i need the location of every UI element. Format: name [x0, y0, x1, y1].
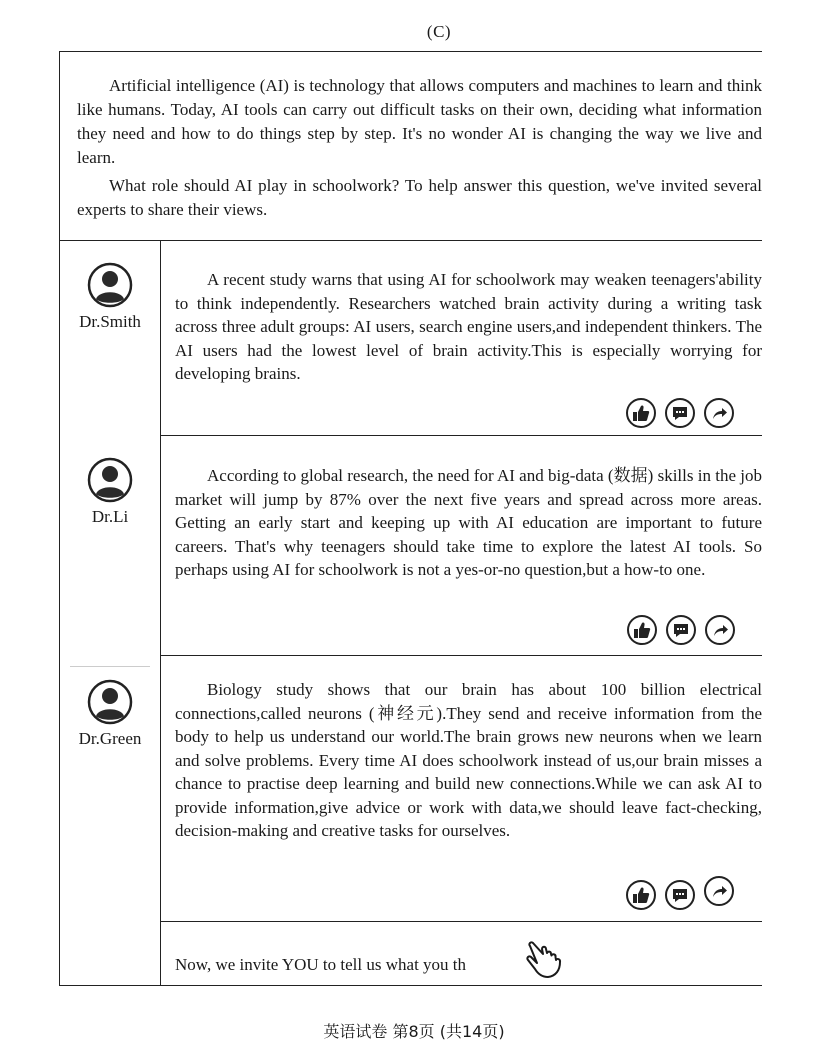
action-bar: [627, 615, 735, 645]
share-button[interactable]: [704, 876, 734, 906]
like-button[interactable]: [626, 398, 656, 428]
expert-comment: According to global research, the need for AI and big-data (数据) skills in the job market will jump by 87% over the next five years and spread across more areas. Getting an early start and keeping up with AI education are important to future careers. That's why teenagers should take time to explore the latest AI tools. So perhaps using AI for schoolwork is not a yes-or-no question,but a how-to one.: [175, 466, 762, 579]
expert-column: [59, 240, 161, 986]
intro-paragraph-1: Artificial intelligence (AI) is technology that allows computers and machines to learn and think like humans. Today, AI tools can carry out difficult tasks on their own, deciding what information they need and how to do things step by step. It's no wonder AI is changing the way we live and learn.: [77, 76, 762, 167]
invite-text: Now, we invite YOU to tell us what you th: [175, 955, 467, 974]
comment-button[interactable]: [665, 398, 695, 428]
intro-text: [77, 74, 762, 226]
expert-green: [60, 679, 160, 749]
expert-comment: Biology study shows that our brain has about 100 billion electrical connections,called neurons (神经元).They send and receive information from the body to help us understand our world.The brain grows new neurons when we learn and solve problems. Every time AI does schoolwork instead of us,our brain misses a chance to practise deep learning and build new connections.While we can ask AI to provide information,give advice or work with data,we should leave fact-checking, decision-making and creative tasks for ourselves.: [175, 680, 762, 840]
expert-name: Dr.Smith: [79, 312, 141, 331]
thumbs-up-icon: [633, 621, 651, 639]
user-avatar-icon: [87, 262, 133, 308]
share-button[interactable]: [704, 398, 734, 428]
table-bottom-border: [59, 985, 762, 986]
thumbs-up-icon: [632, 886, 650, 904]
expert-comment: A recent study warns that using AI for schoolwork may weaken teenagers'ability to think independently. Researchers watched brain activity during a writing task across three adult groups: AI users, search engine users,and independent thinkers. The AI users had the lowest level of brain activity.This is especially worrying for developing brains.: [175, 270, 762, 383]
thumbs-up-icon: [632, 404, 650, 422]
pointing-hand-icon[interactable]: [524, 940, 566, 980]
expert-name: Dr.Green: [78, 729, 142, 748]
comment-button[interactable]: [665, 880, 695, 910]
share-icon: [710, 404, 728, 422]
action-bar: [626, 880, 734, 910]
row-divider: [161, 921, 762, 922]
action-bar: [626, 398, 734, 428]
comment-button[interactable]: [666, 615, 696, 645]
intro-paragraph-2: What role should AI play in schoolwork? To help answer this question, we've invited several experts to share their views.: [77, 176, 762, 219]
row-divider: [161, 435, 762, 436]
comment-icon: [672, 621, 690, 639]
expert-name: Dr.Li: [91, 507, 129, 526]
expert-li: [60, 457, 160, 527]
comment-icon: [671, 886, 689, 904]
like-button[interactable]: [626, 880, 656, 910]
row-divider: [161, 655, 762, 656]
section-label: (C): [426, 22, 452, 41]
share-icon: [711, 621, 729, 639]
comment-icon: [671, 404, 689, 422]
share-button[interactable]: [705, 615, 735, 645]
user-avatar-icon: [87, 457, 133, 503]
share-icon: [710, 882, 728, 900]
user-avatar-icon: [87, 679, 133, 725]
faint-divider: [70, 666, 150, 667]
page-footer: 英语试卷 第8页 (共14页): [323, 1022, 505, 1041]
like-button[interactable]: [627, 615, 657, 645]
expert-smith: [60, 262, 160, 332]
